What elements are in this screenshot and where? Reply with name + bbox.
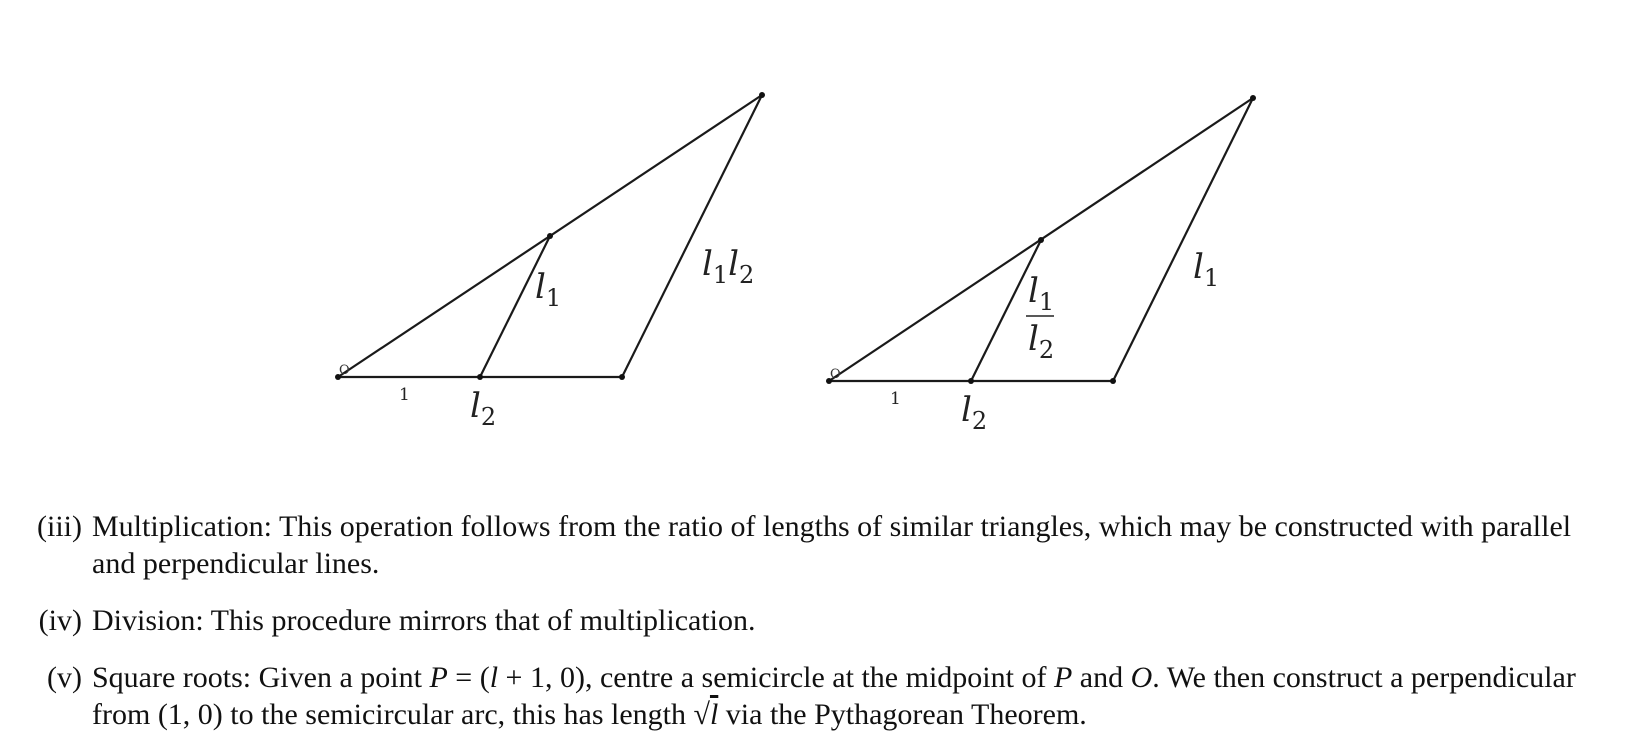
item-iv (30, 602, 1615, 639)
item-number: (iii) (37, 510, 82, 543)
right-point-l2 (968, 378, 974, 384)
left-point-mid (547, 233, 553, 239)
right-point-mid (1038, 237, 1044, 243)
left-outer-segment (622, 95, 762, 377)
right-l2-label: l2 (961, 390, 988, 435)
enumerated-items (30, 508, 1615, 753)
right-fraction-numerator: l1 (1028, 271, 1055, 316)
item-text: Multiplication: This operation follows from the ratio of lengths of similar triangles, which may be constructed with parallel and perpendicular lines. (92, 510, 1572, 580)
left-unit-label: 1 (399, 385, 410, 405)
item-v (30, 659, 1615, 733)
item-number: (v) (47, 661, 82, 694)
left-point-base-end (619, 374, 625, 380)
left-point-l2 (477, 374, 483, 380)
right-fraction-denominator: l2 (1028, 319, 1055, 364)
item-text: Square roots: Given a point P = (l + 1, 0), centre a semicircle at the midpoint of P and O. We then construct a perpendicular from (1, 0) to the semicircular arc, this has length √l via the Pythagorean Theorem. (92, 661, 1576, 731)
right-unit-label: 1 (890, 389, 901, 409)
right-point-base-end (1110, 378, 1116, 384)
right-construction (826, 95, 1256, 435)
left-l2-label: l2 (470, 386, 497, 431)
item-number: (iv) (38, 604, 82, 637)
left-construction (335, 92, 765, 431)
left-l1-label: l1 (535, 267, 562, 312)
right-origin-label: O (830, 367, 841, 382)
item-text: Division: This procedure mirrors that of multiplication. (92, 604, 756, 637)
right-l1-label: l1 (1193, 247, 1220, 292)
left-point-apex (759, 92, 765, 98)
left-origin-label: O (339, 363, 350, 378)
item-iii (30, 508, 1615, 582)
right-outer-segment (1113, 98, 1253, 381)
left-product-label: l1l2 (702, 244, 755, 289)
right-point-apex (1250, 95, 1256, 101)
